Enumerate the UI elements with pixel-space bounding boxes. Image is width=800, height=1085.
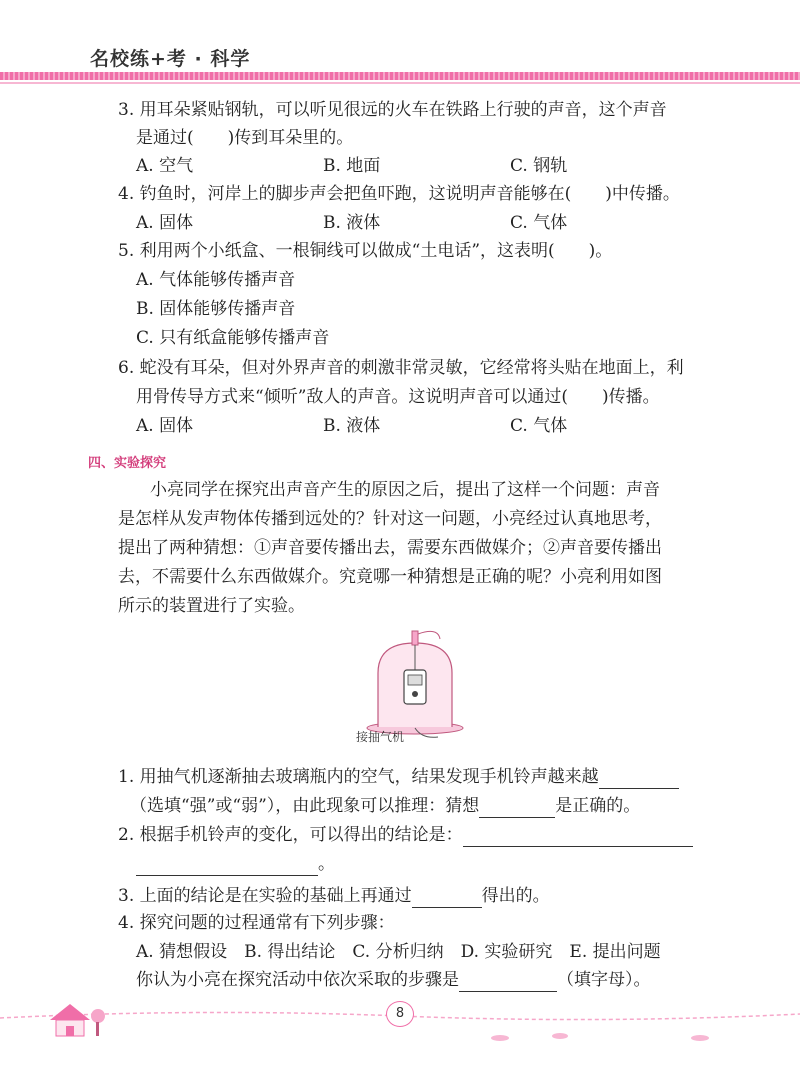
question-3-line-2: 是通过( )传到耳朵里的。 [136,128,354,148]
question-3-line-1: 3. 用耳朵紧贴钢轨，可以听见很远的火车在铁路上行驶的声音，这个声音 [118,100,667,120]
subq-2-line-1 [118,823,693,847]
intro-para-line-5: 所示的装置进行了实验。 [118,596,305,616]
question-3-option-c: C. 钢轨 [510,156,568,176]
subq-4-text-a: 你认为小亮在探究活动中依次采取的步骤是 [136,970,459,990]
subq-2-period: 。 [318,854,335,874]
answer-blank[interactable] [136,857,318,876]
header-bar-thin [0,82,800,84]
house-icon [50,1004,105,1036]
question-3-option-b: B. 地面 [323,156,381,176]
question-5-option-c: C. 只有纸盒能够传播声音 [136,328,330,348]
subq-4-line-1: 4. 探究问题的过程通常有下列步骤： [118,913,395,933]
question-5-line-1: 5. 利用两个小纸盒、一根铜线可以做成“土电话”，这表明( )。 [118,241,613,261]
question-5-option-b: B. 固体能够传播声音 [136,299,296,319]
intro-para-line-2: 是怎样从发声物体传播到远处的？针对这一问题，小亮经过认真地思考， [118,509,662,529]
subq-1-text: 1. 用抽气机逐渐抽去玻璃瓶内的空气，结果发现手机铃声越来越 [118,767,599,787]
intro-para-line-4: 去，不需要什么东西做媒介。究竟哪一种猜想是正确的呢？小亮利用如图 [118,567,662,587]
subq-3-line-1 [118,884,550,908]
answer-blank[interactable] [412,889,482,908]
question-4-option-c: C. 气体 [510,213,568,233]
header-title: 名校练+考 · 科学 [90,48,251,70]
section-4-title: 四、实验探究 [88,456,167,471]
answer-blank[interactable] [479,799,555,818]
question-4-option-a: A. 固体 [136,213,194,233]
answer-blank[interactable] [463,828,693,847]
subq-1-text-2b: 是正确的。 [555,796,641,816]
page-number: 8 [386,1001,414,1027]
figure-label: 接抽气机 [356,730,405,744]
question-4-option-b: B. 液体 [323,213,381,233]
subq-1-text-2a: （选填“强”或“弱”），由此现象可以推理：猜想 [130,796,480,816]
subq-4-line-3 [136,968,651,992]
question-6-option-b: B. 液体 [323,416,381,436]
bell-jar-figure [360,625,470,745]
question-6-line-1: 6. 蛇没有耳朵，但对外界声音的刺激非常灵敏，它经常将头贴在地面上，利 [118,358,684,378]
subq-3-text-b: 得出的。 [481,886,550,906]
subq-1-line-1 [118,765,679,789]
answer-blank[interactable] [599,770,679,789]
question-5-option-a: A. 气体能够传播声音 [136,270,296,290]
question-6-line-2: 用骨传导方式来“倾听”敌人的声音。这说明声音可以通过( )传播。 [136,387,660,407]
question-4-line-1: 4. 钓鱼时，河岸上的脚步声会把鱼吓跑，这说明声音能够在( )中传播。 [118,184,680,204]
subq-2-line-2 [136,852,335,876]
question-6-option-c: C. 气体 [510,416,568,436]
subq-4-text-b: （填字母）。 [557,970,651,990]
subq-3-text-a: 3. 上面的结论是在实验的基础上再通过 [118,886,412,906]
header-bar [0,72,800,80]
question-6-option-a: A. 固体 [136,416,194,436]
subq-2-text: 2. 根据手机铃声的变化，可以得出的结论是： [118,825,463,845]
question-3-option-a: A. 空气 [136,156,194,176]
subq-1-line-2 [130,794,640,818]
subq-4-steps: A. 猜想假设 B. 得出结论 C. 分析归纳 D. 实验研究 E. 提出问题 [136,942,661,962]
intro-para-line-3: 提出了两种猜想：①声音要传播出去，需要东西做媒介；②声音要传播出 [118,538,662,558]
intro-para-line-1: 小亮同学在探究出声音产生的原因之后，提出了这样一个问题：声音 [150,480,660,500]
